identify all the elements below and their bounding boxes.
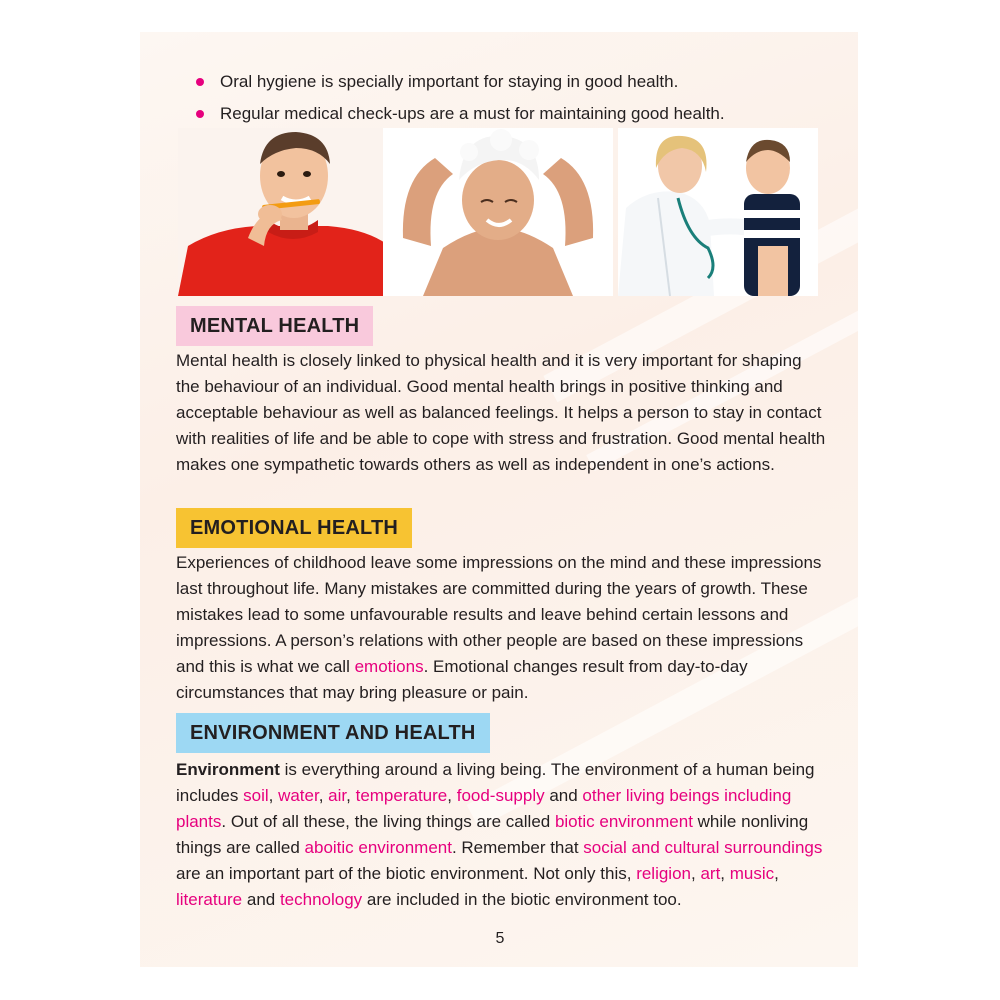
photo-strip (178, 128, 818, 296)
highlight-term: air (328, 786, 347, 805)
bullet-text: Regular medical check-ups are a must for maintaining good health. (220, 104, 725, 123)
highlight-term: water (278, 786, 319, 805)
emotional-health-paragraph (176, 550, 826, 706)
separator: , (268, 786, 279, 805)
paragraph-text: are an important part of the biotic environment. Not only this, (176, 864, 637, 883)
boy-brushing-teeth-photo (178, 128, 408, 296)
paragraph-text: Experiences of childhood leave some impressions on the mind and these impressions last throughout life. Many mistakes are committed during the years of growth. These mistakes lead to some unfavourable results and leave behind certain lessons and impressions. A person’s relations with other people are based on these impressions and this is what we call (176, 553, 822, 676)
highlight-term: social and cultural surroundings (583, 838, 823, 857)
highlight-term: music (729, 864, 775, 883)
highlight-term: technology (279, 890, 363, 909)
paragraph-text: while nonliving things are called (176, 812, 809, 857)
bullet-dot-icon (196, 110, 204, 118)
paragraph-text: and (544, 786, 583, 805)
separator: , (346, 786, 356, 805)
highlight-term: other living beings including plants (176, 786, 792, 831)
highlight-term: food-supply (456, 786, 545, 805)
section-heading-emotional-health: EMOTIONAL HEALTH (176, 508, 412, 548)
boy-washing-hair-photo (383, 128, 613, 296)
highlight-term: soil (243, 786, 269, 805)
highlight-term: temperature (355, 786, 448, 805)
separator: , (720, 864, 730, 883)
bullet-dot-icon (196, 78, 204, 86)
page-number: 5 (495, 930, 505, 947)
highlight-term: biotic environment (554, 812, 693, 831)
separator: , (774, 864, 779, 883)
highlight-term: religion (636, 864, 691, 883)
highlight-term: aboitic environment (304, 838, 452, 857)
paragraph-text: is everything around a living being. The environment of a human being includes (176, 760, 815, 805)
paragraph-text: and (242, 890, 280, 909)
section-heading-mental-health: MENTAL HEALTH (176, 306, 373, 346)
paragraph-text: . Emotional changes result from day-to-day circumstances that may bring pleasure or pain. (176, 657, 748, 702)
environment-paragraph (176, 757, 826, 913)
paragraph-text: . Remember that (451, 838, 584, 857)
bullet-item (196, 98, 725, 130)
highlight-term: emotions (354, 657, 424, 676)
separator: , (447, 786, 457, 805)
highlight-term: literature (176, 890, 243, 909)
paragraph-text: . Out of all these, the living things are called (221, 812, 555, 831)
separator: , (318, 786, 329, 805)
bold-term: Environment (176, 760, 280, 779)
mental-health-paragraph: Mental health is closely linked to physical health and it is very important for shaping the behaviour of an individual. Good mental health brings in positive thinking and acceptable behaviour as well as balanced feelings. It helps a person to stay in contact with realities of life and be able to cope with stress and frustration. Good mental health makes one sympathetic towards others as well as independent in one’s actions. (176, 351, 826, 474)
bullet-list (196, 66, 725, 130)
doctor-checking-boy-photo (618, 128, 818, 296)
highlight-term: art (700, 864, 721, 883)
section-heading-environment-and-health: ENVIRONMENT AND HEALTH (176, 713, 490, 753)
bullet-text: Oral hygiene is specially important for staying in good health. (220, 72, 679, 91)
bullet-item (196, 66, 725, 98)
paragraph-text: are included in the biotic environment too. (362, 890, 682, 909)
separator: , (691, 864, 701, 883)
